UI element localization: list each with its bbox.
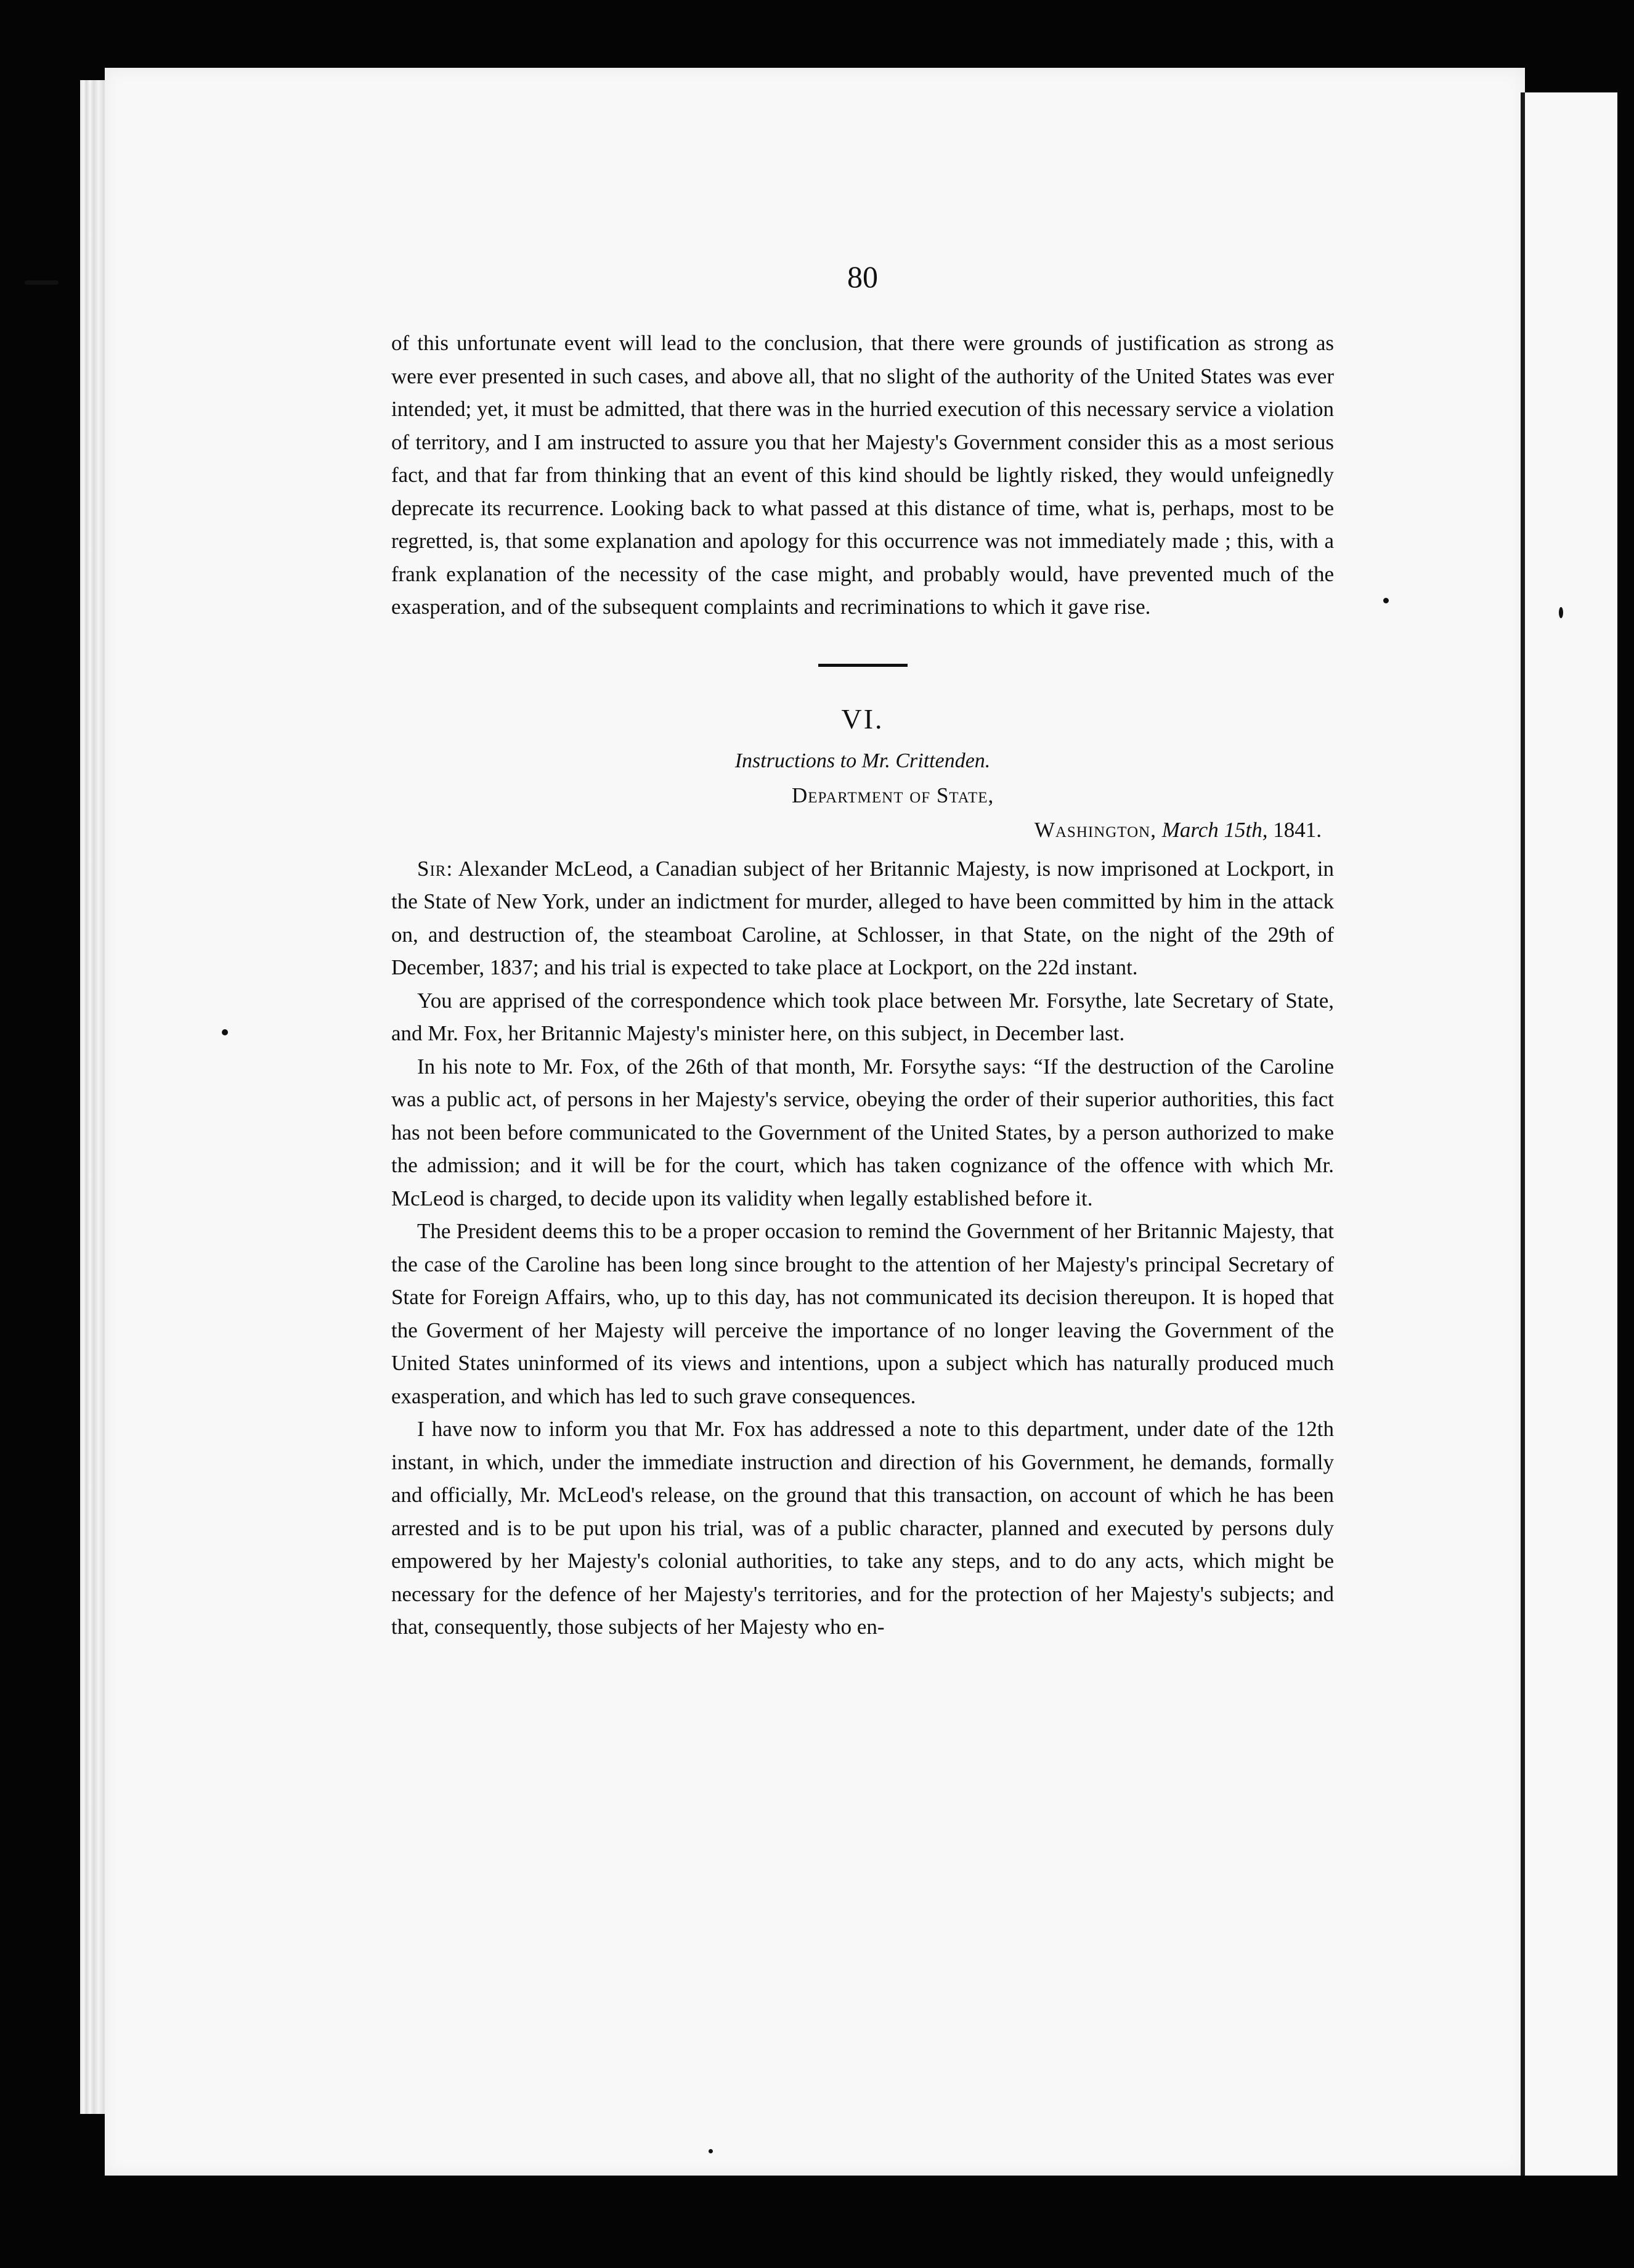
scan-speck	[1559, 607, 1563, 618]
letter-paragraph: In his note to Mr. Fox, of the 26th of that month, Mr. Forsythe says: “If the destruction of the Caroline was a public act, of persons in her Majesty's service, obeying the order of their superior authorities, this fact has not been before communicated to the Government of the United States, by a person authorized to make the admission; and it will be for the court, which has taken cognizance of the offence with which Mr. McLeod is charged, to decide upon its validity when legally established before it.	[391, 1054, 1334, 1210]
page-number: 80	[847, 259, 878, 294]
scan-speck	[222, 1029, 228, 1035]
continued-paragraph: of this unfortunate event will lead to the conclusion, that there were grounds of justification as strong as were ever presented in such cases, and above all, that no slight of the authority of the United States was ever intended; yet, it must be admitted, that there was in the hurried execution of this necessary service a violation of territory, and I am instructed to assure you that her Majesty's Government consider this as a most serious fact, and that far from thinking that an event of this kind should be lightly risked, they would unfeignedly deprecate its recurrence. Looking back to what passed at this distance of time, what is, perhaps, most to be regretted, is, that some explanation and apology for this occurrence was not immediately made ; this, with a frank explanation of the necessity of the case might, and probably would, have prevented much of the exasperation, and of the subsequent complaints and recriminations to which it gave rise.	[391, 331, 1334, 619]
scan-speck	[709, 2149, 713, 2153]
section-number: VI.	[841, 703, 884, 735]
scan-speck	[25, 280, 59, 285]
letter-year: 1841.	[1273, 817, 1322, 842]
letter-paragraph	[391, 852, 1334, 984]
body-text	[391, 327, 1334, 1644]
salutation: Sir:	[417, 856, 453, 881]
scan-speck	[1383, 598, 1389, 603]
section-divider	[818, 664, 908, 667]
letter-paragraph: The President deems this to be a proper occasion to remind the Government of her Britannic Majesty, that the case of the Caroline has been long since brought to the attention of her Majesty's principal Secretary of State for Foreign Affairs, who, up to this day, has not communicated its decision thereupon. It is hoped that the Goverment of her Majesty will perceive the importance of no longer leaving the Government of the United States uninformed of its views and intentions, upon a subject which has naturally produced much exasperation, and which has led to such grave consequences.	[391, 1219, 1334, 1408]
letter-paragraph: You are apprised of the correspondence which took place between Mr. Forsythe, late Secretary of State, and Mr. Fox, her Britannic Majesty's minister here, on this subject, in December last.	[391, 988, 1334, 1045]
paragraph-text: Alexander McLeod, a Canadian subject of her Britannic Majesty, is now imprisoned at Lockport, in the State of New York, under an indictment for murder, alleged to have been committed by him in the attack on, and destruction of, the steamboat Caroline, at Schlosser, in that State, on the night of the 29th of December, 1837; and his trial is expected to take place at Lockport, on the 22d instant.	[391, 856, 1334, 979]
letter-dateline	[391, 813, 1334, 847]
section-title: Instructions to Mr. Crittenden.	[734, 749, 991, 772]
facing-page-edge	[1525, 92, 1617, 2176]
letter-place: Washington,	[1034, 817, 1156, 842]
letter-department: Department of State,	[792, 783, 994, 807]
letter-paragraph: I have now to inform you that Mr. Fox has addressed a note to this department, under date of the 12th instant, in which, under the immediate instruction and direction of his Government, he demands, formally and officially, Mr. McLeod's release, on the ground that this transaction, on account of which he has been arrested and is to be put upon his trial, was of a public character, planned and executed by persons duly empowered by her Majesty's colonial authorities, to take any steps, and to do any acts, which might be necessary for the defence of her Majesty's territories, and for the protection of her Majesty's subjects; and that, consequently, those subjects of her Majesty who en-	[391, 1417, 1334, 1639]
letter-date: March 15th,	[1161, 817, 1268, 842]
